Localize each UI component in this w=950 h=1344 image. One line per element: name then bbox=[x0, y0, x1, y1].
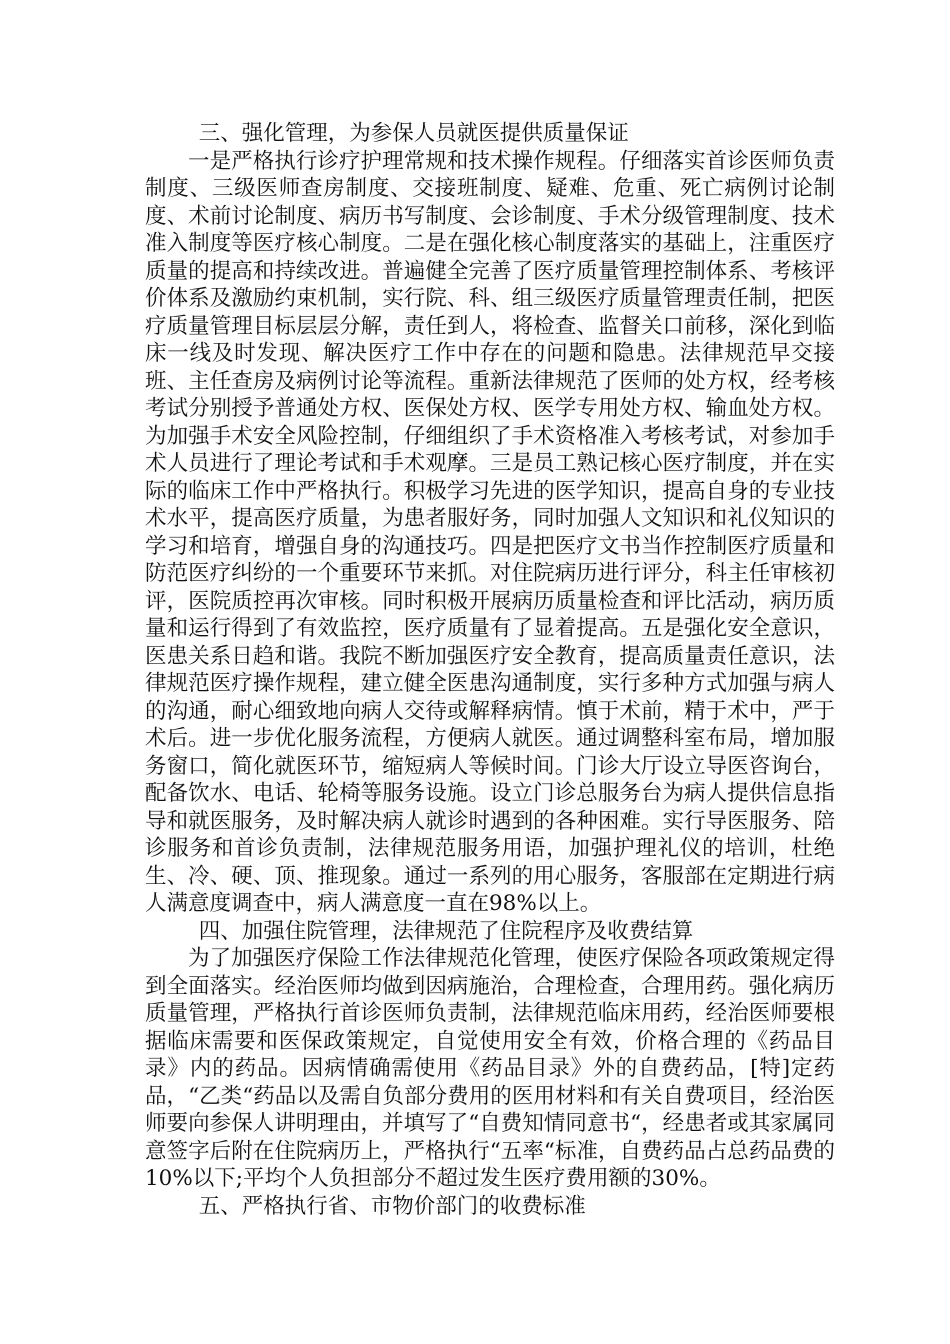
section-heading-3: 三、强化管理，为参保人员就医提供质量保证 bbox=[198, 121, 629, 146]
section-paragraph-3-1: 一是严格执行诊疗护理常规和技术操作规程。仔细落实首诊医师负责制度、三级医师查房制度、交接班制度、疑难、危重、死亡病例讨论制度、术前讨论制度、病历书写制度、会诊制度、手术分级管理制度、技术准入制度等医疗核心制度。二是在强化核心制度落实的基础上，注重医疗质量的提高和持续改进。普遍健全完善了医疗质量管理控制体系、考核评价体系及激励约束机制，实行院、科、组三级医疗质量管理责任制，把医疗质量管理目标层层分解，责任到人，将检查、监督关口前移，深化到临床一线及时发现、解决医疗工作中存在的问题和隐患。法律规范早交接班、主任查房及病例讨论等流程。重新法律规范了医师的处方权，经考核考试分别授予普通处方权、医保处方权、医学专用处方权、输血处方权。为加强手术安全风险控制，仔细组织了手术资格准入考核考试，对参加手术人员进行了理论考试和手术观摩。三是员工熟记核心医疗制度，并在实际的临床工作中严格执行。积极学习先进的医学知识，提高自身的专业技术水平，提高医疗质量，为患者服好务，同时加强人文知识和礼仪知识的学习和培育，增强自身的沟通技巧。四是把医疗文书当作控制医疗质量和防范医疗纠纷的一个重要环节来抓。对住院病历进行评分，科主任审核初评，医院质控再次审核。同时积极开展病历质量检查和评比活动，病历质量和运行得到了有效监控，医疗质量有了显着提高。五是强化安全意识，医患关系日趋和谐。我院不断加强医疗安全教育，提高质量责任意识，法律规范医疗操作规程，建立健全医患沟通制度，实行多种方式加强与病人的沟通，耐心细致地向病人交待或解释病情。慎于术前，精于术中，严于术后。进一步优化服务流程，方便病人就医。通过调整科室布局，增加服务窗口，简化就医环节，缩短病人等候时间。门诊大厅设立导医咨询台，配备饮水、电话、轮椅等服务设施。设立门诊总服务台为病人提供信息指导和就医服务，及时解决病人就诊时遇到的各种困难。实行导医服务、陪诊服务和首诊负责制，法律规范服务用语，加强护理礼仪的培训，杜绝生、冷、硬、顶、推现象。通过一系列的用心服务，客服部在定期进行病人满意度调查中，病人满意度一直在98%以上。 bbox=[145, 148, 835, 916]
section-heading-5: 五、严格执行省、市物价部门的收费标准 bbox=[198, 1193, 586, 1219]
section-paragraph-4-1: 为了加强医疗保险工作法律规范化管理，使医疗保险各项政策规定得到全面落实。经治医师均做到因病施治，合理检查，合理用药。强化病历质量管理，严格执行首诊医师负责制，法律规范临床用药，经治医师要根据临床需要和医保政策规定，自觉使用安全有效，价格合理的《药品目录》内的药品。因病情确需使用《药品目录》外的自费药品，[特]定药品，“乙类“药品以及需自负部分费用的医用材料和有关自费项目，经治医师要向参保人讲明理由，并填写了“自费知情同意书“，经患者或其家属同意签字后附在住院病历上，严格执行“五率“标准，自费药品占总药品费的10%以下;平均个人负担部分不超过发生医疗费用额的30%。 bbox=[145, 946, 835, 1191]
section-heading-4: 四、加强住院管理，法律规范了住院程序及收费结算 bbox=[198, 918, 694, 944]
document-body bbox=[145, 120, 835, 1220]
